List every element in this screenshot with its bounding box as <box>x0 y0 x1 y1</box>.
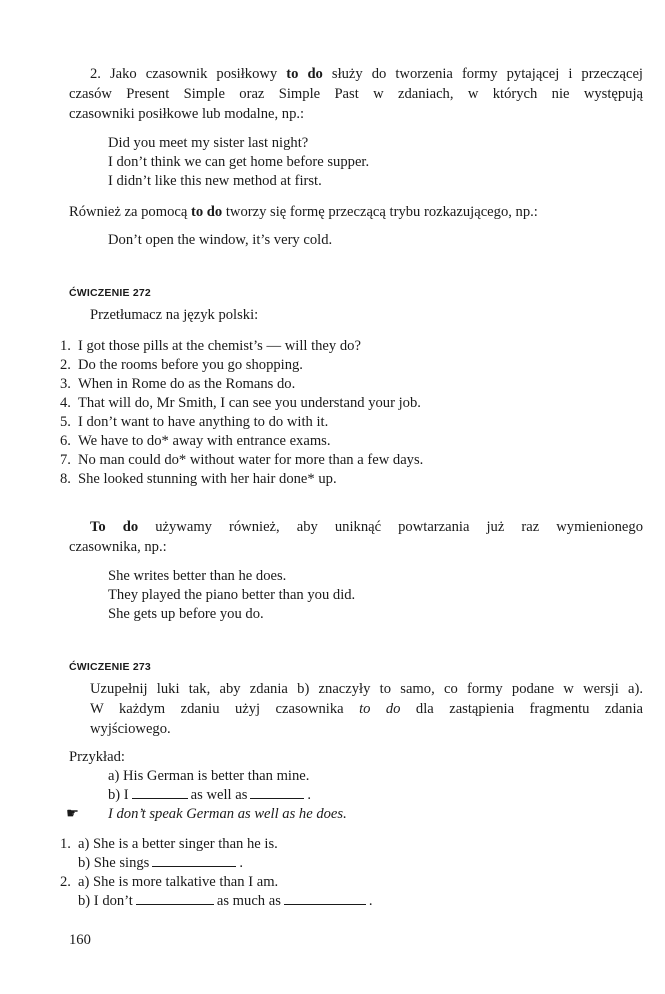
list-item: 4. That will do, Mr Smith, I can see you understand your job. <box>60 395 421 411</box>
list-item: 8. She looked stunning with her hair done* up. <box>60 471 337 487</box>
list-item: 2. Do the rooms before you go shopping. <box>60 357 303 373</box>
imperative-example: Don’t open the window, it’s very cold. <box>108 232 333 248</box>
list-item: 2. a) She is more talkative than I am. <box>60 874 279 890</box>
exercise-273-heading: ĆWICZENIE 273 <box>69 661 151 673</box>
list-item: 5. I don’t want to have anything to do with it. <box>60 414 329 430</box>
exercise-273-list <box>60 835 373 911</box>
list-item: b) I don’t as much as . <box>78 893 373 909</box>
example-label: Przykład: <box>69 749 125 765</box>
example-sentence: She gets up before you do. <box>108 606 264 622</box>
example-sentence-b: b) I as well as . <box>108 787 312 803</box>
section2-line2: czasów Present Simple oraz Simple Past w zdaniach, w których nie występują <box>69 86 643 102</box>
answer-blank <box>250 786 304 799</box>
list-item: 1. a) She is a better singer than he is. <box>60 836 278 852</box>
exercise-272-list <box>60 337 423 489</box>
exercise-273-instruction-line1: Uzupełnij luki tak, aby zdania b) znaczyły to samo, co formy podane w wersji a). <box>90 681 643 697</box>
exercise-273-instruction-line2: W każdym zdaniu użyj czasownika to do dla zastąpienia fragmentu zdania <box>90 701 643 717</box>
answer-blank[interactable] <box>136 892 214 905</box>
example-answer: I don’t speak German as well as he does. <box>108 806 347 822</box>
answer-blank[interactable] <box>284 892 366 905</box>
exercise-273-instruction-line3: wyjściowego. <box>90 721 171 737</box>
list-item: b) She sings . <box>78 855 244 871</box>
list-item: 1. I got those pills at the chemist’s — will they do? <box>60 338 361 354</box>
example-sentence: They played the piano better than you did. <box>108 587 356 603</box>
list-item: 3. When in Rome do as the Romans do. <box>60 376 296 392</box>
list-item: 7. No man could do* without water for more than a few days. <box>60 452 424 468</box>
repetition-rule-line1: To do używamy również, aby uniknąć powtarzania już raz wymienionego <box>90 519 643 535</box>
pointing-hand-icon: ☛ <box>66 806 80 822</box>
repetition-rule-line2: czasownika, np.: <box>69 539 167 555</box>
example-sentence: I don’t think we can get home before supper. <box>108 154 370 170</box>
section2-line1: 2. Jako czasownik posiłkowy to do służy do tworzenia formy pytającej i przeczącej <box>90 66 643 82</box>
example-sentence-a: a) His German is better than mine. <box>108 768 310 784</box>
exercise-272-instruction: Przetłumacz na język polski: <box>90 307 259 323</box>
exercise-272-heading: ĆWICZENIE 272 <box>69 287 151 299</box>
list-item: 6. We have to do* away with entrance exams. <box>60 433 331 449</box>
example-sentence: She writes better than he does. <box>108 568 287 584</box>
answer-blank <box>132 786 188 799</box>
example-sentence: I didn’t like this new method at first. <box>108 173 322 189</box>
example-sentence: Did you meet my sister last night? <box>108 135 309 151</box>
imperative-rule: Również za pomocą to do tworzy się formę przeczącą trybu rozkazującego, np.: <box>69 204 538 220</box>
answer-blank[interactable] <box>152 854 236 867</box>
page-number: 160 <box>69 932 91 948</box>
section2-line3: czasowniki posiłkowe lub modalne, np.: <box>69 106 305 122</box>
